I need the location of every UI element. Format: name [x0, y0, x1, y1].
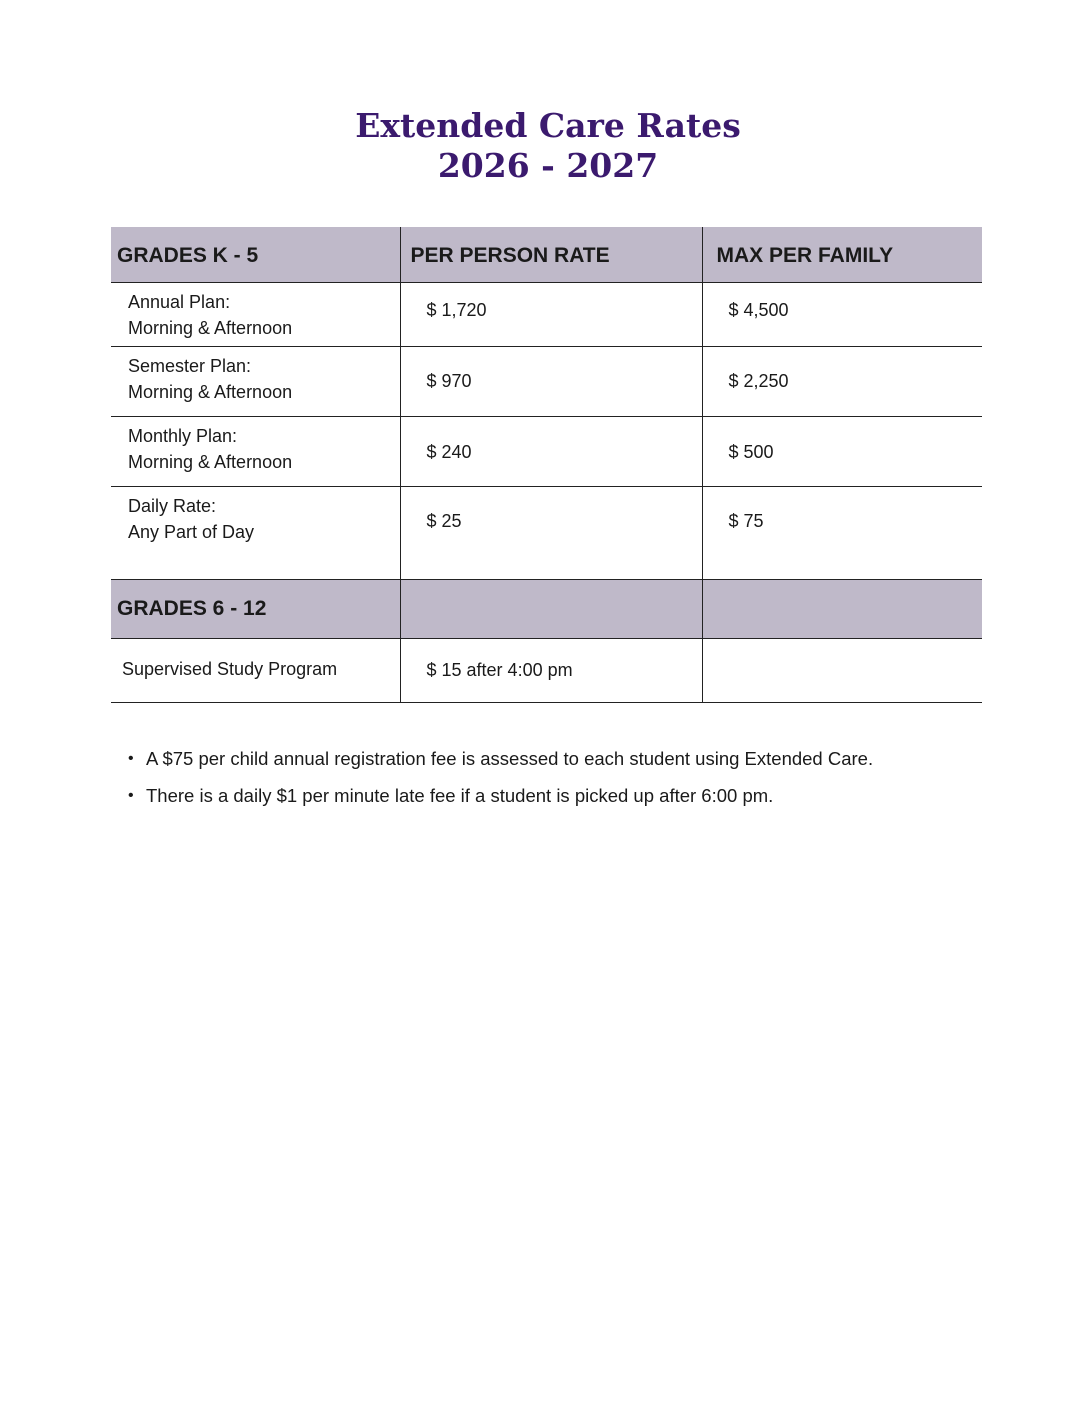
page-title: [0, 106, 1088, 186]
column-header-grade: GRADES K - 5: [111, 227, 400, 282]
table-row: [111, 486, 982, 579]
column-header-per-person-rate: PER PERSON RATE: [400, 227, 702, 282]
table-row: [111, 416, 982, 486]
plan-cell: Supervised Study Program: [111, 638, 400, 702]
column-header-max-per-family: MAX PER FAMILY: [702, 227, 982, 282]
plan-name: Monthly Plan:: [128, 425, 238, 446]
section-header-grade: GRADES 6 - 12: [111, 579, 400, 638]
bullet-icon: •: [128, 750, 134, 767]
table-row: [111, 282, 982, 346]
plan-cell: [111, 416, 400, 486]
plan-name: Annual Plan:: [128, 291, 231, 312]
plan-cell: [111, 346, 400, 416]
plan-detail: Morning & Afternoon: [128, 317, 293, 338]
section-header-empty-rate: [400, 579, 702, 638]
per-person-rate-cell: $ 1,720: [400, 282, 702, 346]
bullet-icon: •: [128, 787, 134, 804]
max-per-family-cell: $ 2,250: [702, 346, 982, 416]
per-person-rate-cell: $ 240: [400, 416, 702, 486]
max-per-family-cell: $ 500: [702, 416, 982, 486]
per-person-rate-cell: $ 970: [400, 346, 702, 416]
plan-name: Semester Plan:: [128, 355, 252, 376]
table-row: [111, 346, 982, 416]
table-row: [111, 638, 982, 702]
title-line-1: Extended Care Rates: [355, 106, 741, 145]
per-person-rate-cell: $ 15 after 4:00 pm: [400, 638, 702, 702]
plan-detail: Morning & Afternoon: [128, 451, 293, 472]
plan-name: Daily Rate:: [128, 495, 217, 516]
note-text: There is a daily $1 per minute late fee if a student is picked up after 6:00 pm.: [146, 785, 774, 806]
notes-list: [128, 740, 988, 814]
per-person-rate-cell: $ 25: [400, 486, 702, 579]
table-header-grades-6-12: [111, 579, 982, 638]
plan-cell: [111, 486, 400, 579]
section-header-empty-family: [702, 579, 982, 638]
title-line-2: 2026 - 2027: [437, 146, 659, 185]
plan-detail: Any Part of Day: [128, 521, 255, 542]
note-text: A $75 per child annual registration fee is assessed to each student using Extended Care.: [146, 748, 874, 769]
max-per-family-cell: [702, 638, 982, 702]
table-header-grades-k-5: [111, 227, 982, 282]
max-per-family-cell: $ 4,500: [702, 282, 982, 346]
list-item: [128, 777, 988, 814]
max-per-family-cell: $ 75: [702, 486, 982, 579]
plan-cell: [111, 282, 400, 346]
list-item: [128, 740, 988, 777]
rates-table: [111, 227, 982, 703]
plan-detail: Morning & Afternoon: [128, 381, 293, 402]
